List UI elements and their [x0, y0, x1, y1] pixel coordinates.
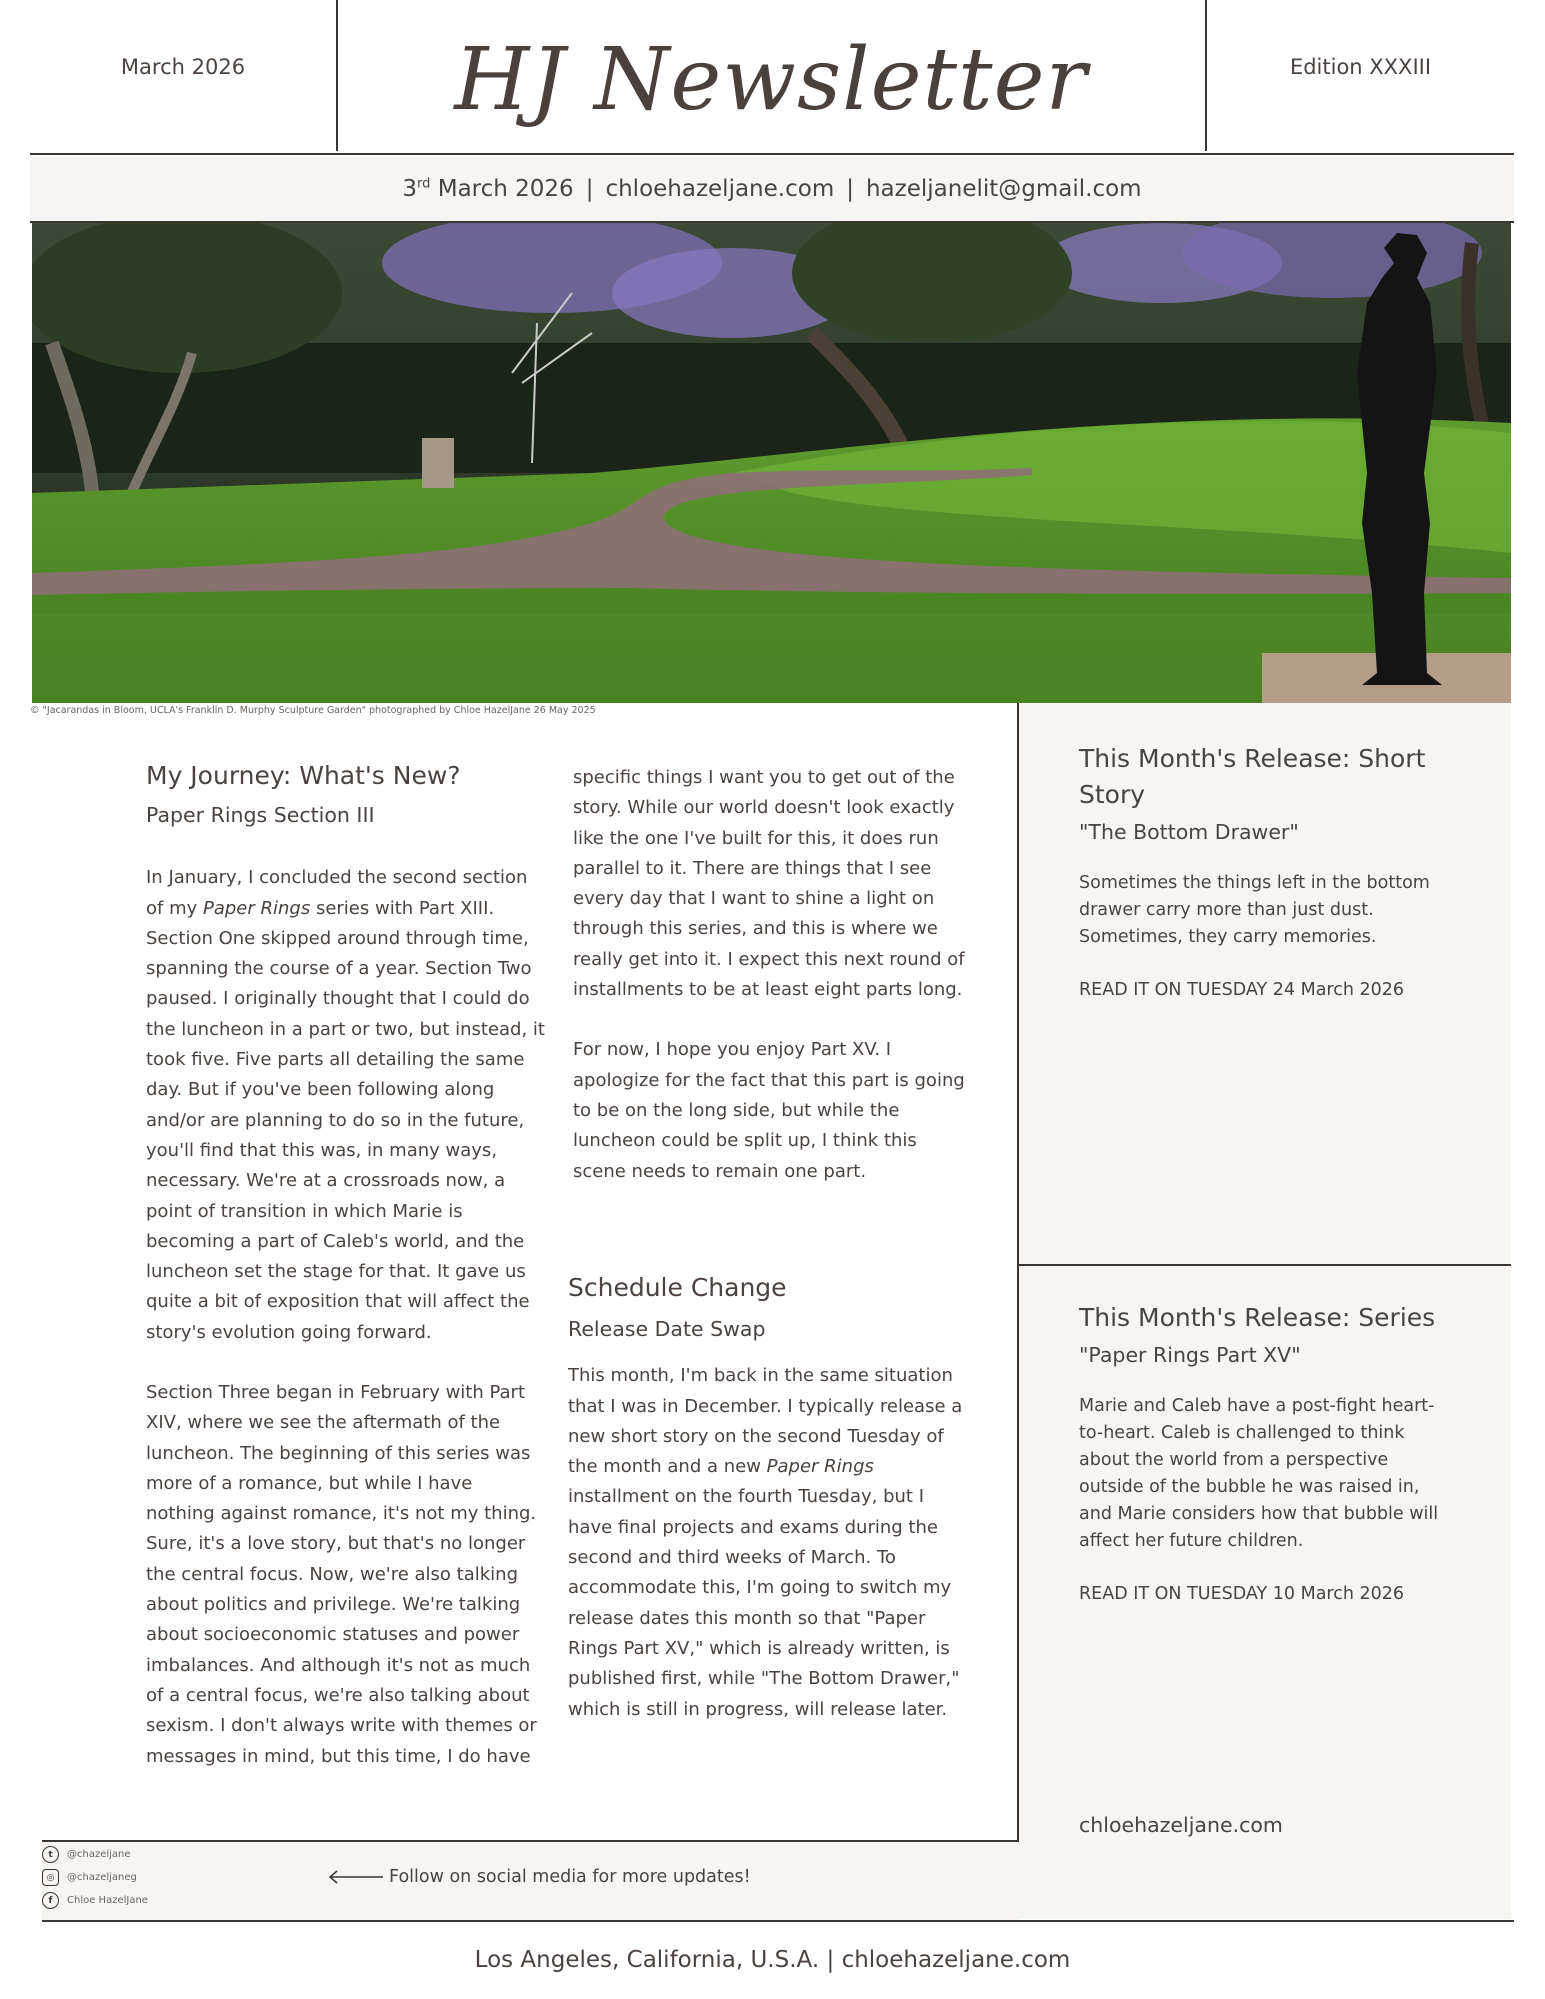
short-story-release-date: READ IT ON TUESDAY 24 March 2026	[1079, 980, 1405, 1000]
sidebar	[1019, 703, 1511, 1919]
follow-prompt: Follow on social media for more updates!	[327, 1867, 751, 1887]
journey-paragraph-3: specific things I want you to get out of the story. While our world doesn't look exactly like the one I've built for this, it does run parallel to it. There are things that I see every day that I want to shine a light on through this series, and this is where we really get into it. I expect this next round of installments to be at least eight parts long.	[573, 767, 965, 1001]
sidebar-website-link[interactable]: chloehazeljane.com	[1079, 1813, 1283, 1837]
info-date: 3rd March 2026	[402, 176, 574, 202]
series-title: This Month's Release: Series	[1079, 1303, 1436, 1332]
social-bar	[42, 1842, 1019, 1920]
hero-photo	[32, 223, 1511, 703]
journey-paragraph-1: In January, I concluded the second section of my Paper Rings series with Part XIII. Section One skipped around through time, spanning the course of a year. Section Two paused. I originally thought that I could do the luncheon in a part or two, but instead, it took five. Five parts all detailing the same day. But if you've been following along and/or are planning to do so in the future, you'll find that this was, in many ways, necessary. We're at a crossroads now, a point of transition in which Marie is becoming a part of Caleb's world, and the luncheon set the stage for that. It gave us quite a bit of exposition that will affect the story's evolution going forward.	[146, 867, 545, 1343]
twitter-icon: t	[42, 1846, 59, 1863]
header-date: March 2026	[120, 55, 246, 79]
twitter-link[interactable]: t @chazeljane	[42, 1846, 131, 1863]
instagram-link[interactable]: ◎ @chazeljaneg	[42, 1869, 137, 1886]
info-bar: 3rd March 2026 | chloehazeljane.com | hazeljanelit@gmail.com	[30, 157, 1514, 221]
info-website-link[interactable]: chloehazeljane.com	[605, 176, 835, 202]
journey-article-continued	[573, 763, 973, 1217]
header-edition: Edition XXXIII	[1289, 55, 1432, 79]
newsletter-title: HJ Newsletter	[454, 30, 1088, 130]
facebook-icon: f	[42, 1892, 59, 1909]
arrow-left-icon	[327, 1869, 383, 1885]
short-story-blurb: Sometimes the things left in the bottom drawer carry more than just dust. Sometimes, they carry memories.	[1079, 873, 1430, 947]
journey-article	[146, 760, 546, 1802]
short-story-title: This Month's Release: Short Story	[1079, 744, 1426, 809]
series-blurb: Marie and Caleb have a post-fight heart-to-heart. Caleb is challenged to think about the world from a perspective outside of the bubble he was raised in, and Marie considers how that bubble will affect her future children.	[1079, 1396, 1439, 1551]
footer-website-link[interactable]: chloehazeljane.com	[841, 1947, 1071, 1973]
series-subtitle: "Paper Rings Part XV"	[1079, 1343, 1301, 1367]
journey-paragraph-4: For now, I hope you enjoy Part XV. I apologize for the fact that this part is going to be on the long side, but while the luncheon could be split up, I think this scene needs to remain one part.	[573, 1039, 965, 1182]
schedule-title: Schedule Change	[568, 1273, 787, 1302]
footer-location: Los Angeles, California, U.S.A.	[474, 1947, 820, 1973]
schedule-subtitle: Release Date Swap	[568, 1317, 766, 1342]
journey-title: My Journey: What's New?	[146, 761, 461, 790]
schedule-paragraph: This month, I'm back in the same situation that I was in December. I typically release a new short story on the second Tuesday of the month and a new Paper Rings installment on the fourth Tuesday, but I have final projects and exams during the second and third weeks of March. To accommodate this, I'm going to switch my release dates this month so that "Paper Rings Part XV," which is already written, is published first, while "The Bottom Drawer," which is still in progress, will release later.	[568, 1365, 963, 1720]
schedule-article	[568, 1272, 973, 1755]
instagram-icon: ◎	[42, 1869, 59, 1886]
photo-caption: © "Jacarandas in Bloom, UCLA's Franklin D. Murphy Sculpture Garden" photographed by Chloe HazelJane 26 May 2025	[30, 705, 596, 716]
journey-subtitle: Paper Rings Section III	[146, 803, 375, 828]
series-release-date: READ IT ON TUESDAY 10 March 2026	[1079, 1584, 1405, 1604]
info-email-link[interactable]: hazeljanelit@gmail.com	[865, 176, 1142, 202]
footer: Los Angeles, California, U.S.A. | chloehazeljane.com	[474, 1947, 1071, 1973]
facebook-link[interactable]: f Chloe HazelJane	[42, 1892, 148, 1909]
journey-paragraph-2: Section Three began in February with Part XIV, where we see the aftermath of the luncheon. The beginning of this series was more of a romance, but while I have nothing against romance, it's not my thing. Sure, it's a love story, but that's no longer the central focus. Now, we're also talking about politics and privilege. We're talking about socioeconomic statuses and power imbalances. And although it's not as much of a central focus, we're also talking about sexism. I don't always write with themes or messages in mind, but this time, I do have	[146, 1382, 537, 1767]
short-story-subtitle: "The Bottom Drawer"	[1079, 820, 1299, 844]
